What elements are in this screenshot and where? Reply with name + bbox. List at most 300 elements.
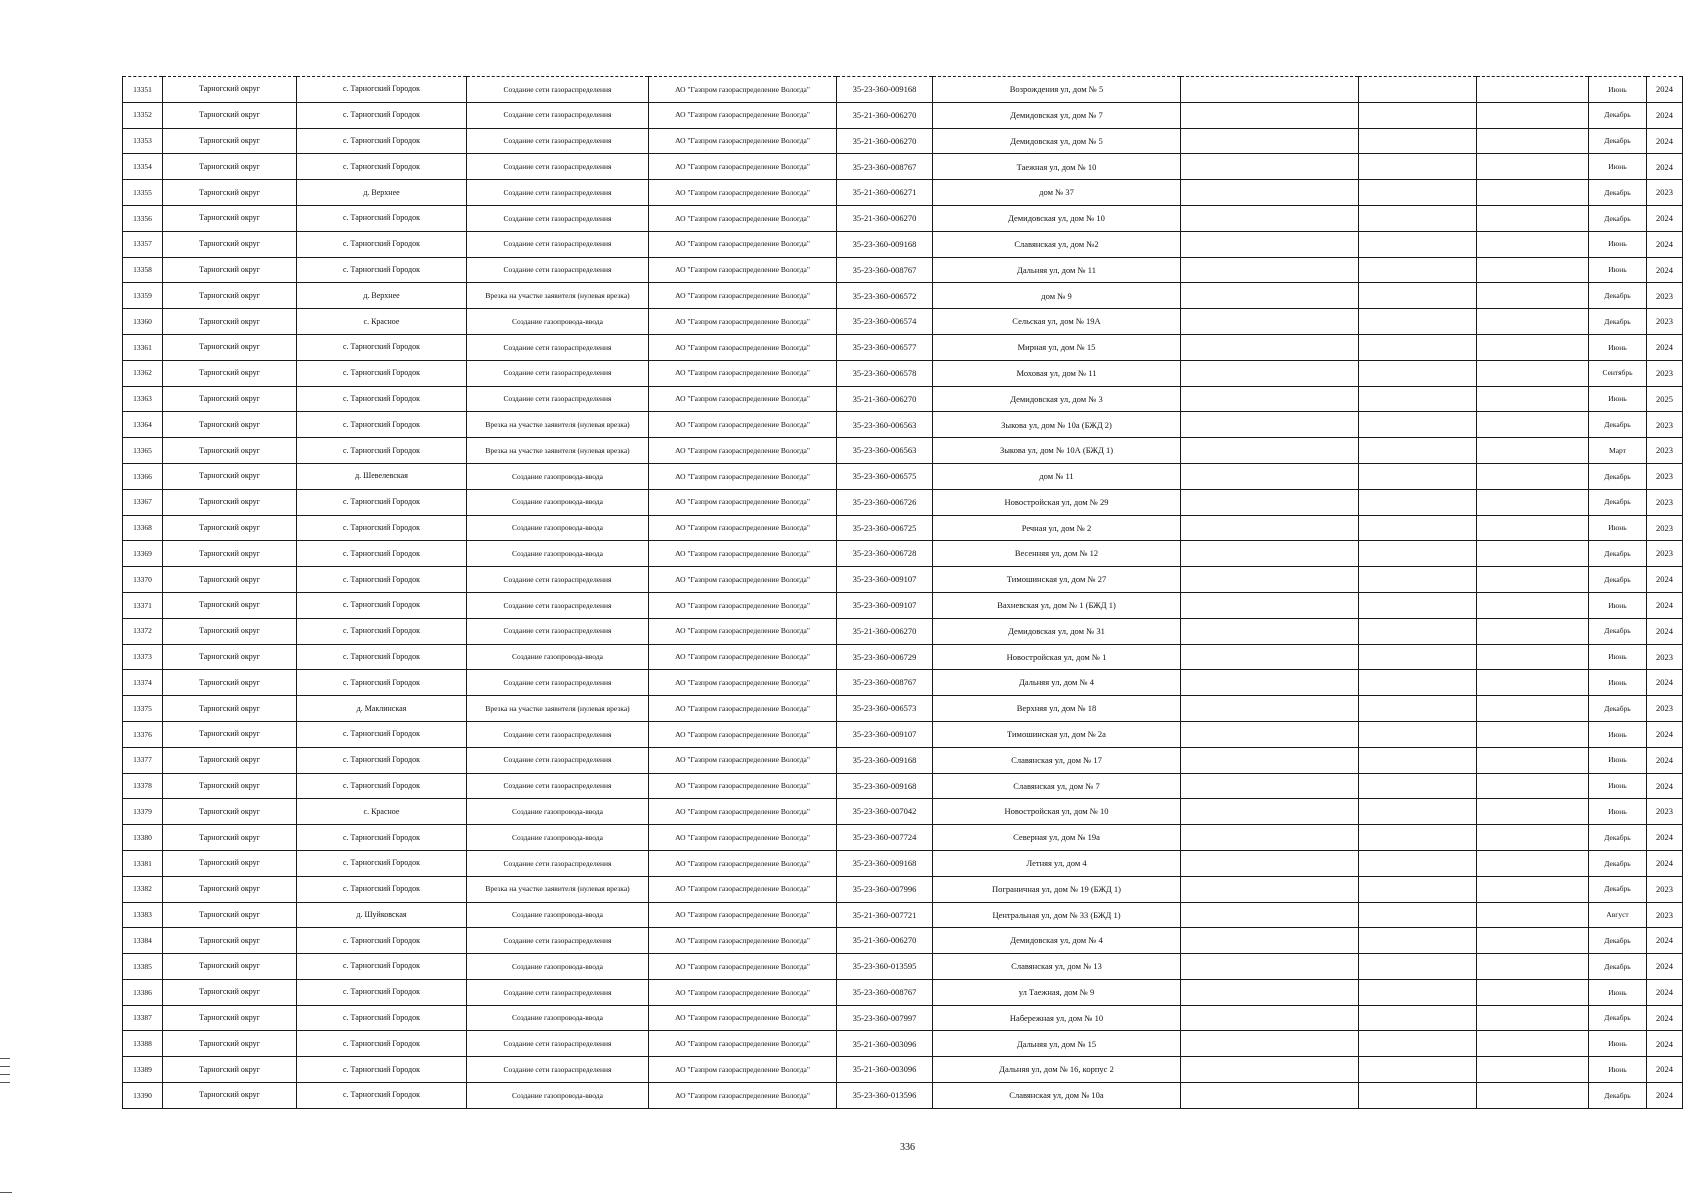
cell-year: 2024 <box>1647 670 1683 696</box>
cell-empty <box>1359 773 1477 799</box>
cell-district: Тарногский округ <box>163 283 297 309</box>
table-row <box>123 825 1683 851</box>
cell-month: Август <box>1589 902 1647 928</box>
cell-address: Демидовская ул, дом № 3 <box>933 386 1181 412</box>
cell-empty <box>1359 463 1477 489</box>
cell-year: 2024 <box>1647 773 1683 799</box>
cell-district: Тарногский округ <box>163 412 297 438</box>
cell-gas-operator: АО "Газпром газораспределение Вологда" <box>649 773 837 799</box>
cell-work-type: Создание сети газораспределения <box>467 231 649 257</box>
cell-empty <box>1359 747 1477 773</box>
cell-work-type: Создание сети газораспределения <box>467 386 649 412</box>
cell-month: Декабрь <box>1589 876 1647 902</box>
table-row <box>123 670 1683 696</box>
cell-address: Мирная ул, дом № 15 <box>933 334 1181 360</box>
cell-address: Славянская ул, дом №2 <box>933 231 1181 257</box>
cell-district: Тарногский округ <box>163 1005 297 1031</box>
cell-row-number: 13370 <box>123 567 163 593</box>
cell-year: 2024 <box>1647 128 1683 154</box>
cell-district: Тарногский округ <box>163 721 297 747</box>
cell-cadastral-number: 35-23-360-007997 <box>837 1005 933 1031</box>
cell-empty <box>1477 231 1589 257</box>
cell-empty <box>1359 283 1477 309</box>
cell-empty <box>1181 954 1359 980</box>
cell-cadastral-number: 35-23-360-008767 <box>837 979 933 1005</box>
cell-empty <box>1181 257 1359 283</box>
cell-empty <box>1477 154 1589 180</box>
cell-district: Тарногский округ <box>163 489 297 515</box>
cell-empty <box>1477 360 1589 386</box>
table-row <box>123 283 1683 309</box>
cell-gas-operator: АО "Газпром газораспределение Вологда" <box>649 205 837 231</box>
cell-empty <box>1359 515 1477 541</box>
table-row <box>123 954 1683 980</box>
table-row <box>123 928 1683 954</box>
cell-month: Июнь <box>1589 515 1647 541</box>
cell-district: Тарногский округ <box>163 180 297 206</box>
cell-month: Июнь <box>1589 979 1647 1005</box>
cell-empty <box>1477 902 1589 928</box>
cell-row-number: 13386 <box>123 979 163 1005</box>
cell-work-type: Создание сети газораспределения <box>467 592 649 618</box>
cell-row-number: 13359 <box>123 283 163 309</box>
cell-address: дом № 37 <box>933 180 1181 206</box>
table-row <box>123 747 1683 773</box>
cell-gas-operator: АО "Газпром газораспределение Вологда" <box>649 283 837 309</box>
cell-year: 2024 <box>1647 850 1683 876</box>
cell-cadastral-number: 35-23-360-009168 <box>837 850 933 876</box>
cell-empty <box>1181 386 1359 412</box>
cell-cadastral-number: 35-23-360-009107 <box>837 567 933 593</box>
cell-empty <box>1181 334 1359 360</box>
cell-empty <box>1181 721 1359 747</box>
cell-empty <box>1359 412 1477 438</box>
cell-cadastral-number: 35-21-360-006270 <box>837 128 933 154</box>
cell-row-number: 13390 <box>123 1083 163 1109</box>
cell-empty <box>1359 386 1477 412</box>
cell-district: Тарногский округ <box>163 979 297 1005</box>
cell-locality: с. Тарногский Городок <box>297 876 467 902</box>
cell-address: Пограничная ул, дом № 19 (БЖД 1) <box>933 876 1181 902</box>
cell-work-type: Создание газопровода-ввода <box>467 541 649 567</box>
table-row <box>123 515 1683 541</box>
table-row <box>123 180 1683 206</box>
cell-cadastral-number: 35-23-360-007042 <box>837 799 933 825</box>
cell-district: Тарногский округ <box>163 128 297 154</box>
cell-year: 2023 <box>1647 696 1683 722</box>
cell-district: Тарногский округ <box>163 618 297 644</box>
cell-cadastral-number: 35-23-360-008767 <box>837 154 933 180</box>
cell-gas-operator: АО "Газпром газораспределение Вологда" <box>649 567 837 593</box>
cell-gas-operator: АО "Газпром газораспределение Вологда" <box>649 592 837 618</box>
cell-cadastral-number: 35-23-360-013595 <box>837 954 933 980</box>
table-row <box>123 386 1683 412</box>
cell-empty <box>1359 1083 1477 1109</box>
cell-empty <box>1359 180 1477 206</box>
cell-locality: с. Тарногский Городок <box>297 231 467 257</box>
cell-locality: с. Тарногский Городок <box>297 670 467 696</box>
cell-work-type: Создание сети газораспределения <box>467 721 649 747</box>
cell-cadastral-number: 35-23-360-008767 <box>837 670 933 696</box>
cell-empty <box>1359 979 1477 1005</box>
cell-district: Тарногский округ <box>163 644 297 670</box>
cell-work-type: Врезка на участке заявителя (нулевая врезка) <box>467 696 649 722</box>
cell-empty <box>1477 721 1589 747</box>
cell-cadastral-number: 35-23-360-006572 <box>837 283 933 309</box>
cell-row-number: 13364 <box>123 412 163 438</box>
cell-month: Декабрь <box>1589 1083 1647 1109</box>
cell-address: Таежная ул, дом № 10 <box>933 154 1181 180</box>
cell-locality: с. Тарногский Городок <box>297 360 467 386</box>
cell-district: Тарногский округ <box>163 747 297 773</box>
cell-empty <box>1477 644 1589 670</box>
cell-row-number: 13351 <box>123 77 163 103</box>
cell-gas-operator: АО "Газпром газораспределение Вологда" <box>649 979 837 1005</box>
cell-district: Тарногский округ <box>163 102 297 128</box>
table-row <box>123 334 1683 360</box>
cell-empty <box>1477 334 1589 360</box>
cell-empty <box>1181 928 1359 954</box>
cell-work-type: Создание сети газораспределения <box>467 618 649 644</box>
cell-year: 2024 <box>1647 979 1683 1005</box>
table-row <box>123 360 1683 386</box>
cell-empty <box>1359 257 1477 283</box>
cell-empty <box>1359 954 1477 980</box>
cell-gas-operator: АО "Газпром газораспределение Вологда" <box>649 618 837 644</box>
table-row <box>123 696 1683 722</box>
cell-district: Тарногский округ <box>163 670 297 696</box>
cell-empty <box>1181 1083 1359 1109</box>
cell-locality: с. Тарногский Городок <box>297 1005 467 1031</box>
cell-district: Тарногский округ <box>163 231 297 257</box>
cell-district: Тарногский округ <box>163 592 297 618</box>
cell-empty <box>1359 670 1477 696</box>
cell-empty <box>1359 850 1477 876</box>
cell-district: Тарногский округ <box>163 1083 297 1109</box>
cell-cadastral-number: 35-23-360-006728 <box>837 541 933 567</box>
cell-empty <box>1181 412 1359 438</box>
cell-locality: д. Маклинская <box>297 696 467 722</box>
cell-gas-operator: АО "Газпром газораспределение Вологда" <box>649 309 837 335</box>
cell-district: Тарногский округ <box>163 876 297 902</box>
cell-empty <box>1359 721 1477 747</box>
cell-address: Демидовская ул, дом № 4 <box>933 928 1181 954</box>
cell-empty <box>1477 773 1589 799</box>
cell-work-type: Создание сети газораспределения <box>467 180 649 206</box>
cell-month: Декабрь <box>1589 283 1647 309</box>
cell-district: Тарногский округ <box>163 696 297 722</box>
cell-locality: с. Тарногский Городок <box>297 438 467 464</box>
cell-year: 2024 <box>1647 567 1683 593</box>
cell-address: Демидовская ул, дом № 7 <box>933 102 1181 128</box>
cell-address: Возрождения ул, дом № 5 <box>933 77 1181 103</box>
cell-row-number: 13369 <box>123 541 163 567</box>
cell-month: Декабрь <box>1589 696 1647 722</box>
cell-gas-operator: АО "Газпром газораспределение Вологда" <box>649 515 837 541</box>
cell-gas-operator: АО "Газпром газораспределение Вологда" <box>649 876 837 902</box>
cell-address: Новостройская ул, дом № 10 <box>933 799 1181 825</box>
cell-empty <box>1181 102 1359 128</box>
cell-row-number: 13363 <box>123 386 163 412</box>
cell-district: Тарногский округ <box>163 954 297 980</box>
cell-cadastral-number: 35-23-360-009168 <box>837 747 933 773</box>
cell-year: 2023 <box>1647 515 1683 541</box>
cell-empty <box>1359 644 1477 670</box>
cell-cadastral-number: 35-23-360-007996 <box>837 876 933 902</box>
cell-gas-operator: АО "Газпром газораспределение Вологда" <box>649 102 837 128</box>
cell-district: Тарногский округ <box>163 334 297 360</box>
cell-row-number: 13353 <box>123 128 163 154</box>
cell-district: Тарногский округ <box>163 928 297 954</box>
cell-address: Зыкова ул, дом № 10а (БЖД 2) <box>933 412 1181 438</box>
cell-month: Июнь <box>1589 1057 1647 1083</box>
cell-work-type: Создание сети газораспределения <box>467 77 649 103</box>
table-row <box>123 489 1683 515</box>
cell-locality: с. Тарногский Городок <box>297 541 467 567</box>
cell-empty <box>1477 1031 1589 1057</box>
cell-address: Верхняя ул, дом № 18 <box>933 696 1181 722</box>
cell-empty <box>1359 876 1477 902</box>
cell-cadastral-number: 35-23-360-006575 <box>837 463 933 489</box>
cell-work-type: Создание газопровода-ввода <box>467 954 649 980</box>
cell-locality: с. Тарногский Городок <box>297 567 467 593</box>
cell-year: 2024 <box>1647 257 1683 283</box>
scan-edge-mark <box>0 1192 12 1193</box>
cell-month: Декабрь <box>1589 618 1647 644</box>
cell-work-type: Создание сети газораспределения <box>467 154 649 180</box>
cell-district: Тарногский округ <box>163 515 297 541</box>
cell-empty <box>1181 205 1359 231</box>
cell-empty <box>1359 592 1477 618</box>
cell-empty <box>1477 567 1589 593</box>
cell-empty <box>1181 850 1359 876</box>
cell-gas-operator: АО "Газпром газораспределение Вологда" <box>649 850 837 876</box>
cell-empty <box>1477 1057 1589 1083</box>
cell-empty <box>1359 128 1477 154</box>
cell-locality: с. Тарногский Городок <box>297 205 467 231</box>
cell-work-type: Создание сети газораспределения <box>467 1057 649 1083</box>
cell-gas-operator: АО "Газпром газораспределение Вологда" <box>649 825 837 851</box>
cell-row-number: 13365 <box>123 438 163 464</box>
table-row <box>123 257 1683 283</box>
cell-cadastral-number: 35-23-360-013596 <box>837 1083 933 1109</box>
table-row <box>123 721 1683 747</box>
cell-cadastral-number: 35-23-360-009168 <box>837 773 933 799</box>
cell-locality: с. Тарногский Городок <box>297 1083 467 1109</box>
cell-row-number: 13380 <box>123 825 163 851</box>
cell-month: Июнь <box>1589 154 1647 180</box>
cell-empty <box>1181 180 1359 206</box>
table-row <box>123 850 1683 876</box>
cell-address: Тимошинская ул, дом № 2а <box>933 721 1181 747</box>
cell-empty <box>1359 489 1477 515</box>
cell-cadastral-number: 35-21-360-006271 <box>837 180 933 206</box>
cell-address: Зыкова ул, дом № 10А (БЖД 1) <box>933 438 1181 464</box>
cell-work-type: Создание газопровода-ввода <box>467 489 649 515</box>
cell-empty <box>1181 1031 1359 1057</box>
cell-empty <box>1181 747 1359 773</box>
cell-cadastral-number: 35-21-360-006270 <box>837 928 933 954</box>
cell-empty <box>1477 747 1589 773</box>
cell-empty <box>1181 592 1359 618</box>
cell-cadastral-number: 35-23-360-006729 <box>837 644 933 670</box>
cell-gas-operator: АО "Газпром газораспределение Вологда" <box>649 902 837 928</box>
cell-work-type: Создание сети газораспределения <box>467 205 649 231</box>
cell-gas-operator: АО "Газпром газораспределение Вологда" <box>649 670 837 696</box>
cell-empty <box>1181 154 1359 180</box>
table-row <box>123 128 1683 154</box>
cell-gas-operator: АО "Газпром газораспределение Вологда" <box>649 463 837 489</box>
cell-empty <box>1359 541 1477 567</box>
cell-empty <box>1477 1083 1589 1109</box>
table-row <box>123 799 1683 825</box>
cell-empty <box>1181 489 1359 515</box>
cell-locality: с. Тарногский Городок <box>297 77 467 103</box>
cell-empty <box>1181 567 1359 593</box>
cell-row-number: 13366 <box>123 463 163 489</box>
cell-empty <box>1477 412 1589 438</box>
cell-address: ул Таежная, дом № 9 <box>933 979 1181 1005</box>
cell-work-type: Создание газопровода-ввода <box>467 515 649 541</box>
cell-address: Речная ул, дом № 2 <box>933 515 1181 541</box>
cell-year: 2024 <box>1647 1031 1683 1057</box>
cell-locality: д. Шевелевская <box>297 463 467 489</box>
cell-cadastral-number: 35-21-360-006270 <box>837 102 933 128</box>
cell-month: Декабрь <box>1589 128 1647 154</box>
cell-work-type: Создание сети газораспределения <box>467 102 649 128</box>
cell-work-type: Создание сети газораспределения <box>467 670 649 696</box>
cell-address: Славянская ул, дом № 7 <box>933 773 1181 799</box>
cell-empty <box>1477 592 1589 618</box>
cell-month: Июнь <box>1589 799 1647 825</box>
cell-empty <box>1477 283 1589 309</box>
cell-empty <box>1181 876 1359 902</box>
cell-year: 2024 <box>1647 721 1683 747</box>
cell-cadastral-number: 35-23-360-006563 <box>837 412 933 438</box>
cell-row-number: 13356 <box>123 205 163 231</box>
cell-address: Северная ул, дом № 19а <box>933 825 1181 851</box>
cell-empty <box>1181 799 1359 825</box>
cell-year: 2023 <box>1647 541 1683 567</box>
cell-locality: с. Тарногский Городок <box>297 1057 467 1083</box>
cell-row-number: 13368 <box>123 515 163 541</box>
table-row <box>123 979 1683 1005</box>
cell-empty <box>1359 902 1477 928</box>
cell-month: Июнь <box>1589 231 1647 257</box>
cell-month: Декабрь <box>1589 180 1647 206</box>
cell-row-number: 13355 <box>123 180 163 206</box>
cell-locality: с. Тарногский Городок <box>297 128 467 154</box>
cell-month: Декабрь <box>1589 825 1647 851</box>
cell-gas-operator: АО "Газпром газораспределение Вологда" <box>649 799 837 825</box>
gasification-schedule-table <box>122 76 1683 1109</box>
cell-empty <box>1359 928 1477 954</box>
cell-work-type: Создание газопровода-ввода <box>467 644 649 670</box>
cell-empty <box>1477 102 1589 128</box>
cell-empty <box>1359 77 1477 103</box>
cell-row-number: 13381 <box>123 850 163 876</box>
cell-row-number: 13377 <box>123 747 163 773</box>
cell-year: 2024 <box>1647 77 1683 103</box>
cell-address: Дальняя ул, дом № 11 <box>933 257 1181 283</box>
cell-locality: с. Тарногский Городок <box>297 644 467 670</box>
cell-work-type: Создание сети газораспределения <box>467 850 649 876</box>
cell-district: Тарногский округ <box>163 799 297 825</box>
cell-locality: с. Тарногский Городок <box>297 412 467 438</box>
cell-district: Тарногский округ <box>163 773 297 799</box>
cell-work-type: Создание газопровода-ввода <box>467 825 649 851</box>
cell-empty <box>1477 386 1589 412</box>
cell-work-type: Создание сети газораспределения <box>467 1031 649 1057</box>
cell-work-type: Создание сети газораспределения <box>467 360 649 386</box>
cell-year: 2023 <box>1647 412 1683 438</box>
table-row <box>123 541 1683 567</box>
cell-work-type: Создание газопровода-ввода <box>467 309 649 335</box>
table-row <box>123 205 1683 231</box>
cell-row-number: 13384 <box>123 928 163 954</box>
cell-empty <box>1477 180 1589 206</box>
cell-gas-operator: АО "Газпром газораспределение Вологда" <box>649 386 837 412</box>
cell-gas-operator: АО "Газпром газораспределение Вологда" <box>649 154 837 180</box>
table-row <box>123 876 1683 902</box>
cell-month: Июнь <box>1589 334 1647 360</box>
cell-address: Летняя ул, дом 4 <box>933 850 1181 876</box>
cell-row-number: 13367 <box>123 489 163 515</box>
table-row <box>123 618 1683 644</box>
cell-work-type: Создание газопровода-ввода <box>467 1083 649 1109</box>
cell-cadastral-number: 35-23-360-006577 <box>837 334 933 360</box>
cell-row-number: 13373 <box>123 644 163 670</box>
cell-locality: д. Верхнее <box>297 283 467 309</box>
cell-month: Июнь <box>1589 773 1647 799</box>
cell-work-type: Создание сети газораспределения <box>467 979 649 1005</box>
cell-empty <box>1477 1005 1589 1031</box>
cell-gas-operator: АО "Газпром газораспределение Вологда" <box>649 1083 837 1109</box>
cell-year: 2024 <box>1647 1057 1683 1083</box>
cell-gas-operator: АО "Газпром газораспределение Вологда" <box>649 231 837 257</box>
cell-cadastral-number: 35-23-360-008767 <box>837 257 933 283</box>
cell-month: Декабрь <box>1589 567 1647 593</box>
cell-locality: с. Тарногский Городок <box>297 515 467 541</box>
cell-empty <box>1181 618 1359 644</box>
cell-gas-operator: АО "Газпром газораспределение Вологда" <box>649 438 837 464</box>
cell-district: Тарногский округ <box>163 205 297 231</box>
cell-empty <box>1359 334 1477 360</box>
cell-gas-operator: АО "Газпром газораспределение Вологда" <box>649 1057 837 1083</box>
cell-year: 2024 <box>1647 154 1683 180</box>
cell-address: Вахневская ул, дом № 1 (БЖД 1) <box>933 592 1181 618</box>
cell-empty <box>1181 309 1359 335</box>
cell-row-number: 13383 <box>123 902 163 928</box>
table-row <box>123 1031 1683 1057</box>
cell-locality: с. Тарногский Городок <box>297 489 467 515</box>
cell-district: Тарногский округ <box>163 360 297 386</box>
cell-district: Тарногский округ <box>163 902 297 928</box>
cell-work-type: Создание газопровода-ввода <box>467 902 649 928</box>
cell-empty <box>1181 515 1359 541</box>
cell-work-type: Врезка на участке заявителя (нулевая врезка) <box>467 412 649 438</box>
cell-empty <box>1477 979 1589 1005</box>
cell-cadastral-number: 35-23-360-009107 <box>837 592 933 618</box>
cell-row-number: 13379 <box>123 799 163 825</box>
cell-cadastral-number: 35-23-360-006574 <box>837 309 933 335</box>
cell-locality: с. Тарногский Городок <box>297 154 467 180</box>
cell-empty <box>1477 876 1589 902</box>
cell-year: 2023 <box>1647 876 1683 902</box>
cell-work-type: Создание сети газораспределения <box>467 128 649 154</box>
cell-empty <box>1181 360 1359 386</box>
cell-address: Демидовская ул, дом № 31 <box>933 618 1181 644</box>
